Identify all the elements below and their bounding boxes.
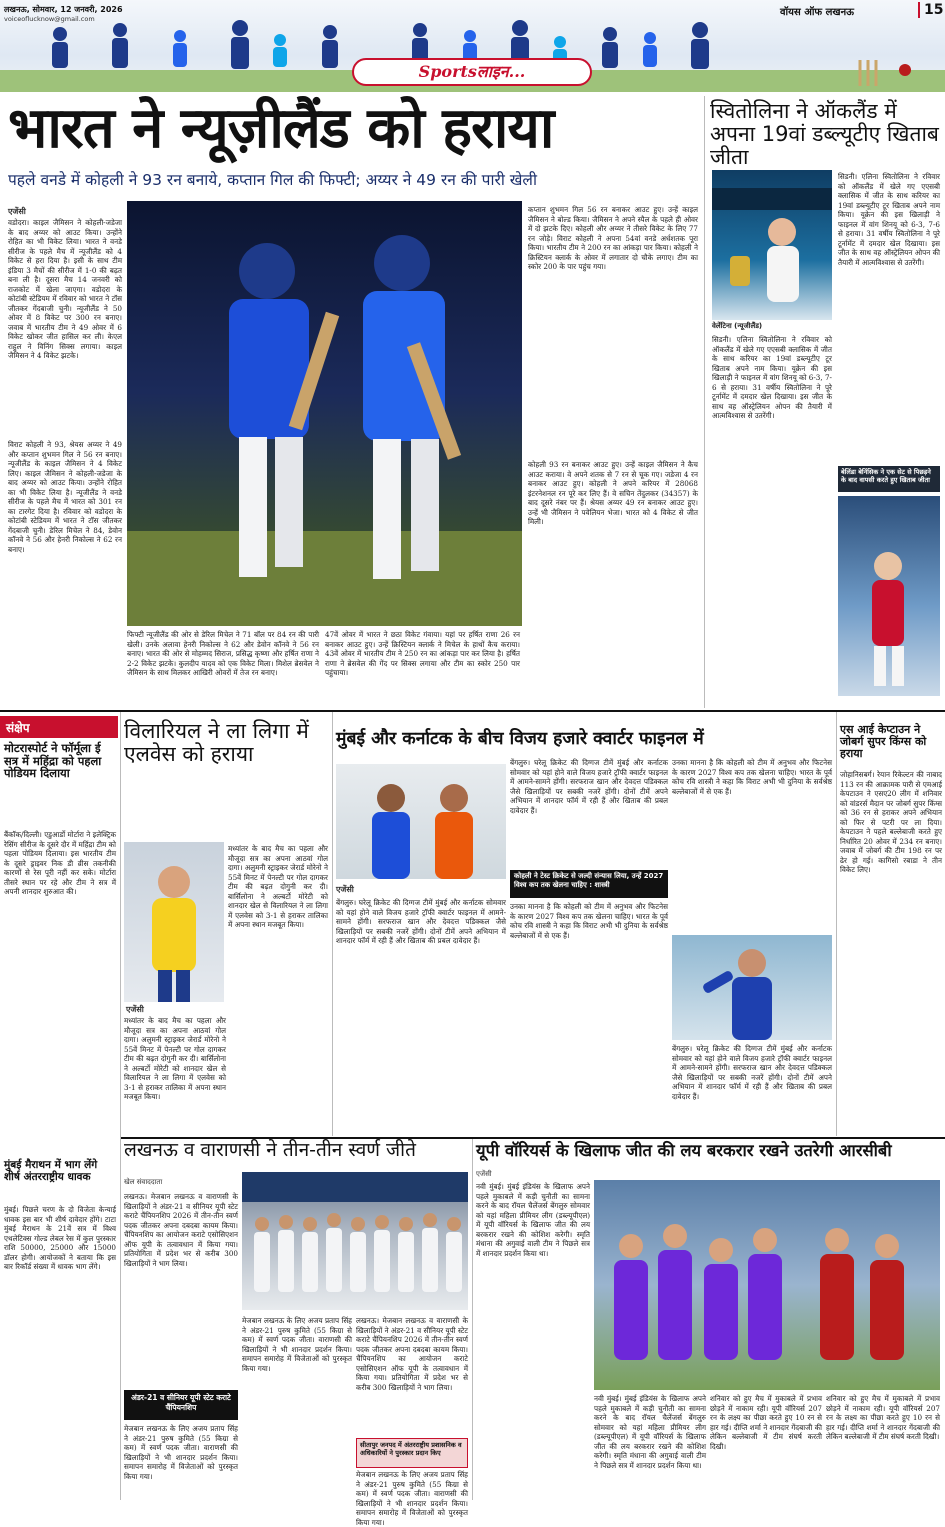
lead-photo xyxy=(127,201,522,626)
lucknow-headline: लखनऊ व वाराणसी ने तीन-तीन स्वर्ण जीते xyxy=(124,1139,416,1161)
email-line: voiceoflucknow@gmail.com xyxy=(4,15,95,23)
page-number: 15 xyxy=(918,2,943,18)
lead-col-5: कप्तान शुभमन गिल 56 रन बनाकर आउट हुए। उन्हें काइल जैमिसन ने बोल्ड किया। जैमिसन ने अपने स्पैल के पहले ही ओवर में दो झटके दिए। कोहली और अय्यर ने तीसरे विकेट के लिए 77 रन जोड़े। विराट कोहली ने अपना 54वां वनडे अर्धशतक पूरा किया। भारतीय टीम ने 200 रन का आंकड़ा पार किया। कोहली ने क्रिस्टियन क्लार्क के ओवर में लगातार दो चौके लगाए। टीम का स्कोर 200 के पार पहुंच गया। xyxy=(528,205,698,271)
vijay-headline: मुंबई और कर्नाटक के बीच विजय हजारे क्वार्टर फाइनल में xyxy=(336,729,704,749)
rcb-body-3: शनिवार को हुए मैच में मुकाबले में प्रभाव छोड़ने में नाकाम रही। यूपी वॉरियर्स 207 रन के लक्ष्य का पीछा करते हुए 10 रन से हार गई। दीप्ति शर्मा ने शानदार गेंदबाजी की लेकिन बल्लेबाजी में टीम संघर्ष करती दिखी। xyxy=(710,1394,822,1451)
rcb-body: नवी मुंबई। मुंबई इंडियंस के खिलाफ अपने पहले मुकाबले में कड़ी चुनौती का सामना करने के बाद रॉयल चैलेंजर्स बेंगलुरु सोमवार को यहां महिला प्रीमियर लीग (डब्ल्यूपीएल) में यूपी वॉरियर्स के खिलाफ जीत की लय बरकरार रखने की कोशिश करेगी। स्मृति मंधाना की अगुवाई वाली टीम ने पिछले सत्र में शानदार प्रदर्शन किया था। xyxy=(476,1182,590,1258)
lucknow-byline: खेल संवाददाता xyxy=(124,1178,163,1186)
brief-label: संक्षेप xyxy=(0,716,118,738)
villarreal-photo xyxy=(124,842,224,1002)
vijay-photo xyxy=(336,764,506,879)
lead-col-3: फिफ्टी न्यूजीलैंड की ओर से डेरिल मिचेल ने 71 बॉल पर 84 रन की पारी खेली। उनके अलावा हेनरी निकोल्स ने 62 और डेवोन कॉनवे ने 56 रन बनाए। भारत की ओर से मोहम्मद सिराज, प्रसिद्ध कृष्णा और हर्षित राणा ने 2-2 विकेट झटके। कुलदीप यादव को एक विकेट मिला। मिशेल ब्रेसवेल ने जैमिसन के साथ मिलकर आखिरी ओवरों में तेज रन बनाए। xyxy=(127,630,319,677)
tennis-player-illustration xyxy=(712,170,832,320)
lead-col-4: 47वें ओवर में भारत ने छठा विकेट गंवाया। यहां पर हर्षित राणा 26 रन बनाकर आउट हुए। उन्हें क्रिस्टियन क्लार्क ने मिचेल के हाथों कैच कराया। 43वें ओवर में भारतीय टीम ने 250 रन का आंकड़ा पार कर लिया है। हर्षित राणा ने ब्रेसवेल की गेंद पर सिक्स लगाया और टीम का स्कोर 250 पार पहुंचाया। xyxy=(325,630,520,677)
lucknow-body-3: मेजबान लखनऊ के लिए अजय प्रताप सिंह ने अंडर-21 पुरुष कुमिते (55 किग्रा से कम) में स्वर्ण पदक जीता। वाराणसी की खिलाड़ियों ने भी शानदार प्रदर्शन किया। समापन समारोह में विजेताओं को पुरस्कृत किया गया। xyxy=(242,1316,352,1373)
vijay-body-right: उनका मानना है कि कोहली को टीम में अनुभव और फिटनेस के कारण 2027 विश्व कप तक खेलना चाहिए। भारत के पूर्व कोच रवि शास्त्री ने कहा कि विराट अभी भी दुनिया के सर्वश्रेष्ठ बल्लेबाजों में से एक हैं। xyxy=(672,758,832,796)
masthead-banner xyxy=(0,0,945,92)
cricketer-celebration-illustration xyxy=(672,935,832,1040)
rcb-photo xyxy=(594,1180,940,1390)
svitolina-sub-box: बेलिंडा बेनिंसिक ने एक सेट से पिछड़ने के बाद वापसी करते हुए खिताब जीता xyxy=(838,466,940,492)
vijay-quote-box: कोहली ने टेस्ट क्रिकेट से जल्दी संन्यास लिया, उन्हें 2027 विश्व कप तक खेलना चाहिए : शास्त्री xyxy=(510,870,668,898)
paper-name: वॉयस ऑफ लखनऊ xyxy=(780,7,854,18)
lead-col-1: वडोदरा। काइल जैमिसन ने कोहली-जडेजा के बाद अय्यर को आउट किया। उन्होंने रोहित का भी विकेट लिया। भारत ने वनडे सीरीज के पहले मैच में न्यूजीलैंड को 4 विकेट से हरा दिया है। इसी के साथ टीम इंडिया 3 मैचों की सीरीज में 1-0 की बढ़त बना ली है। दूसरा मैच 14 जनवरी को राजकोट में खेला जाएगा। वडोदरा के कोटांबी स्टेडियम में रविवार को भारत ने टॉस जीतकर गेंदबाजी चुनी। न्यूजीलैंड ने 50 ओवर में 8 विकेट पर 300 रन बनाए। जवाब में भारतीय टीम ने 49 ओवर में 6 विकेट खोकर जीत हासिल कर ली। केएल राहुल ने विनिंग सिक्स लगाया। काइल जैमिसन ने 4 विकेट झटके। xyxy=(8,218,122,360)
lucknow-box: अंडर-21 व सीनियर यूपी स्टेट कराटे चैंपियनशिप xyxy=(124,1390,238,1420)
lucknow-body-2: मेजबान लखनऊ के लिए अजय प्रताप सिंह ने अंडर-21 पुरुष कुमिते (55 किग्रा से कम) में स्वर्ण पदक जीता। वाराणसी की खिलाड़ियों ने भी शानदार प्रदर्शन किया। समापन समारोह में विजेताओं को पुरस्कृत किया गया। xyxy=(124,1424,238,1481)
svitolina-headline: स्वितोलिना ने ऑकलैंड में अपना 19वां डब्ल्यूटीए खिताब जीता xyxy=(710,99,939,170)
svitolina-body: सिडनी। एलिना स्वितोलिना ने रविवार को ऑकलैंड में खेले गए एएसबी क्लासिक में जीत के साथ करियर का 19वां डब्ल्यूटीए टूर खिताब अपने नाम किया। यूक्रेन की इस खिलाड़ी ने फाइनल में वांग शिनयू को 6-3, 7-6 से हराया। 31 वर्षीय स्वितोलिना ने पूरे टूर्नामेंट में दमदार खेल दिखाया। इस जीत के साथ वह ऑस्ट्रेलियन ओपन की तैयारी में आत्मविश्वास से उतरेंगी। xyxy=(712,335,832,420)
karate-group-illustration xyxy=(242,1172,468,1310)
vijay-body-left: बेंगलुरु। घरेलू क्रिकेट की दिग्गज टीमें मुंबई और कर्नाटक सोमवार को यहां होने वाले विजय हजारे ट्रॉफी क्वार्टर फाइनल में आमने-सामने होंगी। सरफराज खान और देवदत्त पडिक्कल जैसे खिलाड़ियों पर सबकी नजरें होंगी। दोनों टीमें अपने अभियान में शानदार फॉर्म में रही हैं और खिताब की प्रबल दावेदार हैं। xyxy=(336,898,506,945)
svitolina-caption: वेलेंटिना (न्यूजीलैंड) xyxy=(712,322,763,330)
two-cricketers-illustration xyxy=(336,764,506,879)
rcb-body-2: नवी मुंबई। मुंबई इंडियंस के खिलाफ अपने पहले मुकाबले में कड़ी चुनौती का सामना करने के बाद रॉयल चैलेंजर्स बेंगलुरु सोमवार को यहां महिला प्रीमियर लीग (डब्ल्यूपीएल) में यूपी वॉरियर्स के खिलाफ जीत की लय बरकरार रखने की कोशिश करेगी। स्मृति मंधाना की अगुवाई वाली टीम ने पिछले सत्र में शानदार प्रदर्शन किया था। xyxy=(594,1394,706,1470)
brief-body: बैंकॉक/दिल्ली। एडुआर्डो मोर्टारा ने इलेक्ट्रिक रेसिंग सीरीज के दूसरे दौर में महिंद्रा टीम को पहला पोडियम दिलाया। इस भारतीय टीम के दूसरे ड्राइवर निक डी व्रीस तकनीकी कारणों से रेस पूरी नहीं कर सके। मोर्टारा तीसरे स्थान पर रहे और टीम ने सत्र में अपनी शानदार शुरुआत की। xyxy=(4,830,116,896)
villarreal-byline: एजेंसी xyxy=(126,1005,144,1014)
svitolina-photo xyxy=(712,170,832,320)
lead-col-1b: विराट कोहली ने 93, श्रेयस अय्यर ने 49 और कप्तान शुभमन गिल ने 56 रन बनाए। न्यूजीलैंड के काइल जैमिसन ने 4 विकेट लिए। काइल जैमिसन ने कोहली-जडेजा के बाद अय्यर को आउट किया। उन्होंने रोहित का भी विकेट लिया है। न्यूजीलैंड ने वनडे सीरीज के पहले मैच में भारत को 301 रन का टारगेट दिया है। रविवार को वडोदरा के कोटांबी स्टेडियम में भारत ने टॉस जीतकर गेंदबाजी चुनी। डेरिल मिचेल ने 84, डेवोन कॉनवे ने 56 और हेनरी निकोल्स ने 62 रन बनाए। xyxy=(8,440,122,554)
vijay-byline: एजेंसी xyxy=(336,885,354,894)
vijay-body-right-2: बेंगलुरु। घरेलू क्रिकेट की दिग्गज टीमें मुंबई और कर्नाटक सोमवार को यहां होने वाले विजय हजारे ट्रॉफी क्वार्टर फाइनल में आमने-सामने होंगी। सरफराज खान और देवदत्त पडिक्कल जैसे खिलाड़ियों पर सबकी नजरें होंगी। दोनों टीमें अपने अभियान में शानदार फॉर्म में रही हैं और खिताब की प्रबल दावेदार हैं। xyxy=(672,1044,832,1101)
kohli-photo xyxy=(672,935,832,1040)
lead-headline: भारत ने न्यूज़ीलैंड को हराया xyxy=(8,96,554,161)
svitolina-body-narrow: सिडनी। एलिना स्वितोलिना ने रविवार को ऑकलैंड में खेले गए एएसबी क्लासिक में जीत के साथ करियर का 19वां डब्ल्यूटीए टूर खिताब अपने नाम किया। यूक्रेन की इस खिलाड़ी ने फाइनल में वांग शिनयू को 6-3, 7-6 से हराया। 31 वर्षीय स्वितोलिना ने पूरे टूर्नामेंट में दमदार खेल दिखाया। इस जीत के साथ वह ऑस्ट्रेलियन ओपन की तैयारी में आत्मविश्वास से उतरेंगी। xyxy=(838,172,940,267)
cricketers-illustration xyxy=(127,201,522,626)
brief-headline-2: मुंबई मैराथन में भाग लेंगे शीर्ष अंतरराष्ट्रीय धावक xyxy=(4,1159,98,1183)
rcb-headline: यूपी वॉरियर्स के खिलाफ जीत की लय बरकरार रखने उतरेगी आरसीबी xyxy=(476,1141,892,1160)
rcb-byline: एजेंसी xyxy=(476,1170,492,1178)
lucknow-body-4: लखनऊ। मेजबान लखनऊ व वाराणसी के खिलाड़ियों ने अंडर-21 व सीनियर यूपी स्टेट कराटे चैंपियनशिप 2026 में तीन-तीन स्वर्ण पदक जीतकर अपना दबदबा कायम किया। चैंपियनशिप का आयोजन कराटे एसोसिएशन ऑफ यूपी के तत्वावधान में किया गया। प्रतियोगिता में प्रदेश भर से करीब 300 खिलाड़ियों ने भाग लिया। xyxy=(356,1316,468,1392)
ipl-headline: एस आई केप्टाउन ने जोबर्ग सुपर किंग्स को हराया xyxy=(840,723,927,761)
ipl-body: जोहानिसबर्ग। रेयान रिकेल्टन की नाबाद 113 रन की आक्रामक पारी से एमआई केपटाउन ने एसए20 लीग में शनिवार को वांडरर्स मैदान पर जोबर्ग सुपर किंग्स को 36 रन से हराकर अपने अभियान को फिर से पटरी पर ला दिया। केपटाउन ने पहले बल्लेबाजी करते हुए निर्धारित 20 ओवर में 234 रन बनाए। जवाब में जोबर्ग की टीम 198 रन पर ढेर हो गई। कागिसो रबाडा ने तीन विकेट लिए। xyxy=(840,770,942,874)
villarreal-body-2: मध्यांतर के बाद मैच का पहला और मौजूदा सत्र का अपना आठवां गोल दागा। अलुमनी स्ट्राइकर जेरार्ड मोरेनो ने 55वें मिनट में पेनल्टी पर गोल दागकर टीम की बढ़त दोगुनी कर दी। बार्सिलोना ने अल्बर्टो मोरेटी को शानदार खेल से विलारियल ने ला लिगा में एलवेस को 3-1 से हराकर तालिका में अपना स्थान मजबूत किया। xyxy=(124,1016,226,1101)
lucknow-box-2: सीतापुर जनपद में अंतरराष्ट्रीय प्रशासनिक व अधिकारियों ने पुरस्कार प्रदान किए xyxy=(356,1438,468,1468)
lead-subheadline: पहले वनडे में कोहली ने 93 रन बनाये, कप्तान गिल की फिफ्टी; अय्यर ने 49 रन की पारी खेली xyxy=(8,171,537,189)
tennis-player-2-illustration xyxy=(838,496,940,696)
lead-col-6: कोहली 93 रन बनाकर आउट हुए। उन्हें काइल जैमिसन ने कैच आउट कराया। वे अपने शतक से 7 रन से चूक गए। जडेजा 4 रन बनाकर आउट हुए। कोहली ने अपने करियर में 28068 इंटरनेशनल रन पूरे कर लिए हैं। वे सचिन तेंदुलकर (34357) के बाद दूसरे नंबर पर हैं। श्रेयस अय्यर 49 रन बनाकर आउट हुए। उन्हें भी जैमिसन ने पवेलियन भेजा। भारत को 4 विकेट से जीत मिली। xyxy=(528,460,698,526)
rcb-body-4: शनिवार को हुए मैच में मुकाबले में प्रभाव छोड़ने में नाकाम रही। यूपी वॉरियर्स 207 रन के लक्ष्य का पीछा करते हुए 10 रन से हार गई। दीप्ति शर्मा ने शानदार गेंदबाजी की लेकिन बल्लेबाजी में टीम संघर्ष करती दिखी। xyxy=(826,1394,940,1441)
vijay-body-2: उनका मानना है कि कोहली को टीम में अनुभव और फिटनेस के कारण 2027 विश्व कप तक खेलना चाहिए। भारत के पूर्व कोच रवि शास्त्री ने कहा कि विराट अभी भी दुनिया के सर्वश्रेष्ठ बल्लेबाजों में से एक हैं। xyxy=(510,902,668,940)
vijay-body: बेंगलुरु। घरेलू क्रिकेट की दिग्गज टीमें मुंबई और कर्नाटक सोमवार को यहां होने वाले विजय हजारे ट्रॉफी क्वार्टर फाइनल में आमने-सामने होंगी। सरफराज खान और देवदत्त पडिक्कल जैसे खिलाड़ियों पर सबकी नजरें होंगी। दोनों टीमें अपने अभियान में शानदार फॉर्म में रही हैं और खिताब की प्रबल दावेदार हैं। xyxy=(510,758,668,815)
villarreal-headline: विलारियल ने ला लिगा में एलवेस को हराया xyxy=(124,719,309,767)
karate-photo xyxy=(242,1172,468,1310)
lead-byline: एजेंसी xyxy=(8,207,26,216)
lucknow-body: लखनऊ। मेजबान लखनऊ व वाराणसी के खिलाड़ियों ने अंडर-21 व सीनियर यूपी स्टेट कराटे चैंपियनशिप 2026 में तीन-तीन स्वर्ण पदक जीतकर अपना दबदबा कायम किया। चैंपियनशिप का आयोजन कराटे एसोसिएशन ऑफ यूपी के तत्वावधान में किया गया। प्रतियोगिता में प्रदेश भर से करीब 300 खिलाड़ियों ने भाग लिया। xyxy=(124,1192,238,1268)
women-cricketers-illustration xyxy=(594,1180,940,1390)
villarreal-body: मध्यांतर के बाद मैच का पहला और मौजूदा सत्र का अपना आठवां गोल दागा। अलुमनी स्ट्राइकर जेरार्ड मोरेनो ने 55वें मिनट में पेनल्टी पर गोल दागकर टीम की बढ़त दोगुनी कर दी। बार्सिलोना ने अल्बर्टो मोरेटी को शानदार खेल से विलारियल ने ला लिगा में एलवेस को 3-1 से हराकर तालिका में अपना स्थान मजबूत किया। xyxy=(228,844,328,929)
section-logo: Sportsलाइन... xyxy=(352,58,592,86)
footballer-illustration xyxy=(124,842,224,1002)
date-line: लखनऊ, सोमवार, 12 जनवरी, 2026 xyxy=(4,5,123,14)
bencic-photo xyxy=(838,496,940,696)
lucknow-body-5: मेजबान लखनऊ के लिए अजय प्रताप सिंह ने अंडर-21 पुरुष कुमिते (55 किग्रा से कम) में स्वर्ण पदक जीता। वाराणसी की खिलाड़ियों ने भी शानदार प्रदर्शन किया। समापन समारोह में विजेताओं को पुरस्कृत किया गया। xyxy=(356,1470,468,1527)
brief-body-2: मुंबई। पिछले चरण के दो विजेता केन्याई धावक इस बार भी शीर्ष दावेदार होंगे। टाटा मुंबई मैराथन के 21वें सत्र में विश्व एथलेटिक्स गोल्ड लेबल रेस में कुल पुरस्कार राशि 50000, 25000 और 15000 डॉलर होगी। आयोजकों ने बताया कि इस बार रिकॉर्ड संख्या में धावक भाग लेंगे। xyxy=(4,1205,116,1271)
brief-headline: मोटरास्पोर्ट ने फॉर्मूला ई सत्र में महिंद्रा को पहला पोडियम दिलाया xyxy=(4,741,102,781)
